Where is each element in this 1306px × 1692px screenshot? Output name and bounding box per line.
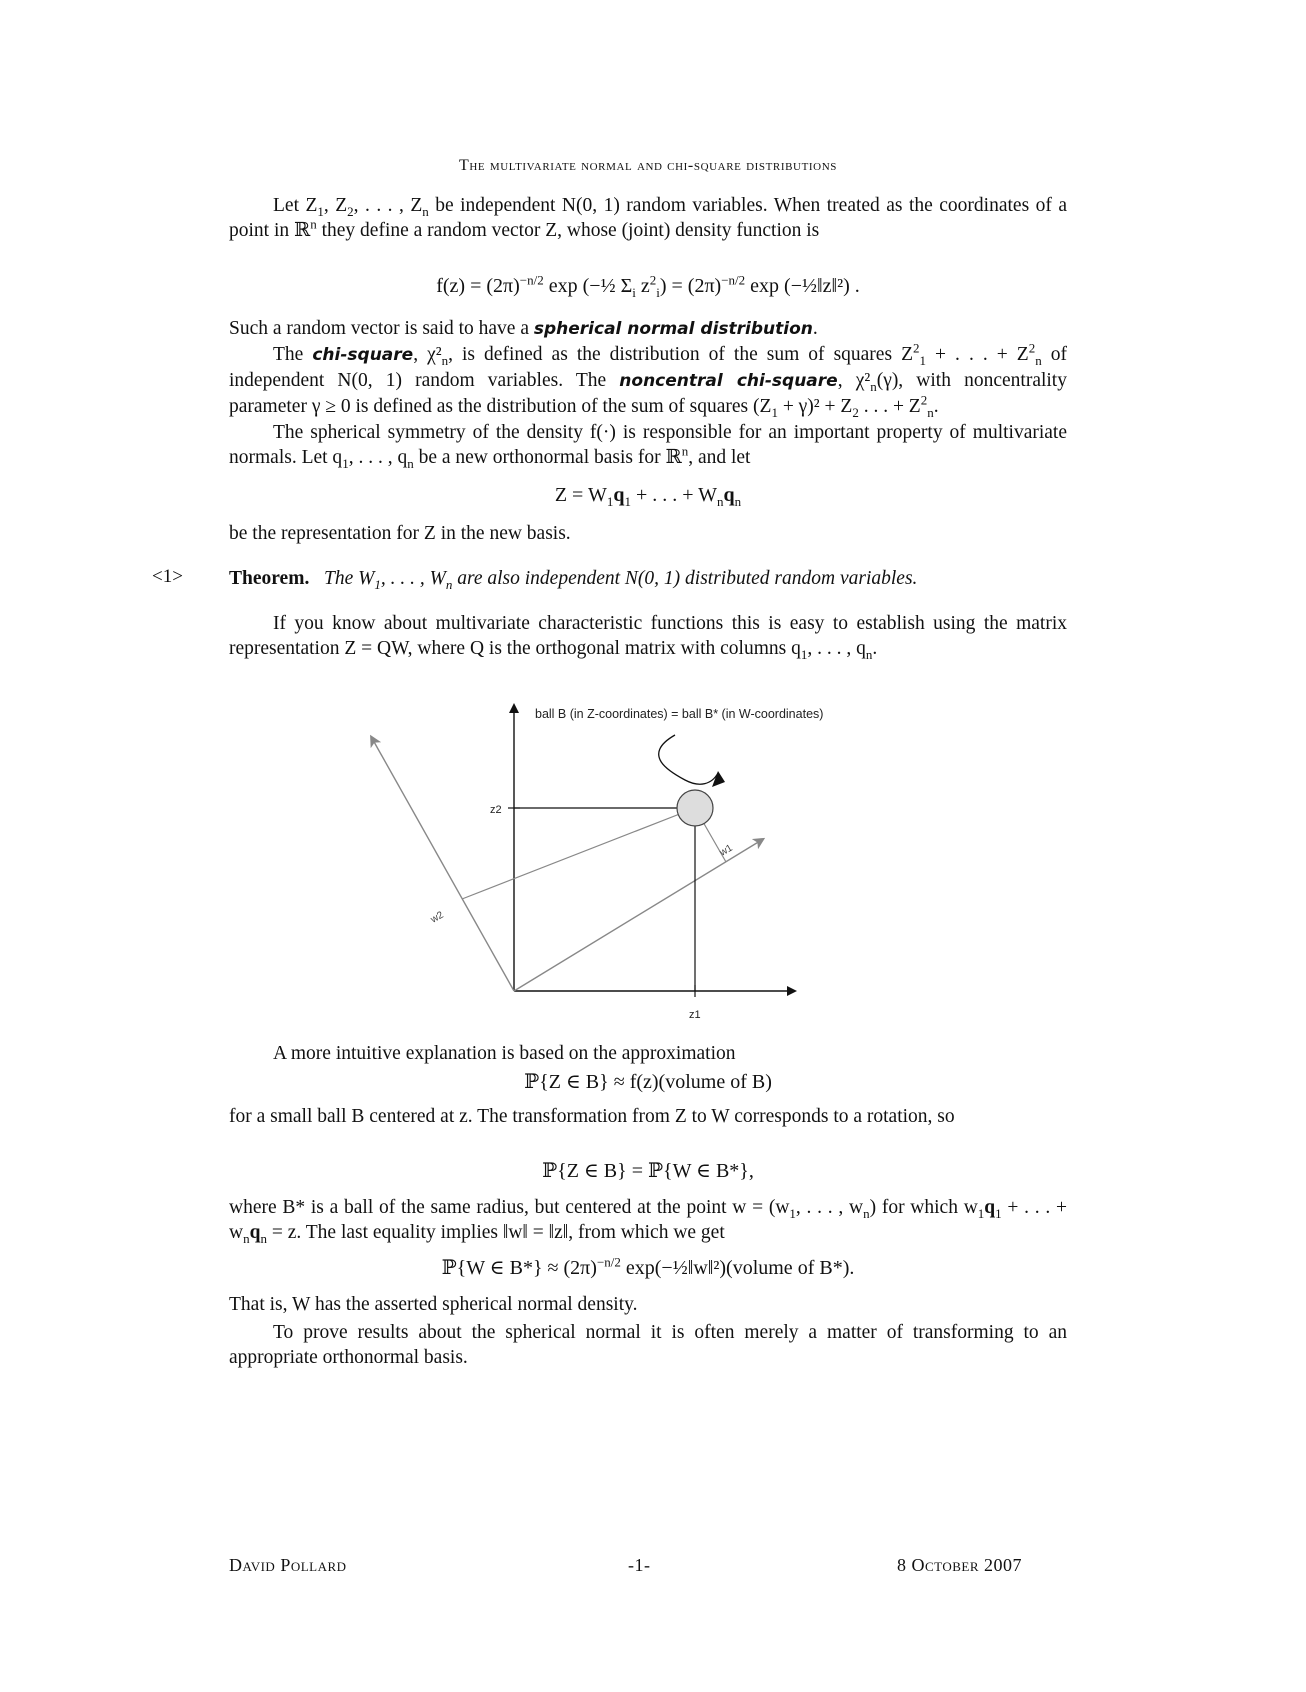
paragraph-characteristic: If you know about multivariate characteristic functions this is easy to establish using the matrix representation Z = QW, where Q is the orthogonal matrix with columns $q_1$, . . . , $q_n$. xyxy=(229,613,1067,662)
term-noncentral-chi-square: noncentral chi-square xyxy=(619,371,838,391)
paragraph-rotation: for a small ball B centered at z. The transformation from Z to W corresponds to a rotation, so xyxy=(229,1106,955,1127)
w2-label: w2 xyxy=(429,909,446,926)
w1-axis xyxy=(514,841,760,991)
paragraph-intro: Let $Z_1$, $Z_2$, . . . , $Z_n$ be independent N(0, 1) random variables. When treated as the coordinates of a point in ℝ$^n$ they define a random vector Z, whose (joint) density function is xyxy=(229,195,1067,241)
w2-axis xyxy=(373,740,514,991)
term-spherical-normal: spherical normal distribution xyxy=(533,319,813,339)
paragraph-transforming: To prove results about the spherical normal it is often merely a matter of transforming to an appropriate orthonormal basis. xyxy=(229,1322,1067,1368)
footer-author: David Pollard xyxy=(229,1555,347,1575)
paragraph-symmetry: The spherical symmetry of the density f(·) is responsible for an important property of multivariate normals. Let $q_1$, . . . , $q_n$ be a new orthonormal basis for ℝ$^n$, and let xyxy=(229,422,1067,471)
ball-pointer xyxy=(659,735,718,784)
paragraph-intuitive: A more intuitive explanation is based on the approximation xyxy=(273,1043,736,1064)
w1-label: w1 xyxy=(718,842,735,859)
ball xyxy=(677,790,713,826)
rotation-figure xyxy=(340,700,940,1030)
theorem-label: <1> xyxy=(152,566,183,587)
equation-w-density: ℙ{W ∈ $B*\} \approx (2\pi)^{-n/2}$ exp(−½‖w‖²)(volume of B*). xyxy=(441,1254,855,1279)
paragraph-conclusion: That is, W has the asserted spherical normal density. xyxy=(229,1294,638,1315)
theorem-title: Theorem. xyxy=(229,568,310,589)
w2-projection xyxy=(462,808,695,899)
equation-density: $f(z) = (2\pi)^{-n/2}$ exp (−½ $\Sigma_i$ $z^2_i) = (2\pi)^{-n/2}$ exp (−½‖z‖²) . xyxy=(436,272,860,300)
footer-date: 8 October 2007 xyxy=(897,1555,1023,1575)
equation-approximation: ℙ{Z ∈ B} ≈ f(z)(volume of B) xyxy=(524,1071,772,1093)
running-header: The multivariate normal and chi-square distributions xyxy=(459,157,837,174)
paragraph-spherical: Such a random vector is said to have a spherical normal distribution. xyxy=(229,318,818,339)
equation-basis: $Z = W_1q_1$ + . . . + $W_nq_n$ xyxy=(554,484,742,509)
z2-label: z2 xyxy=(490,804,502,816)
paragraph-representation: be the representation for Z in the new basis. xyxy=(229,523,571,544)
paragraph-ball: where B* is a ball of the same radius, but centered at the point $w = (w_1$, . . . , $w_n$) for which $w_1q_1$ + . . . + $w_nq_n = z$. The last equality implies ‖w‖ = ‖z‖, from which we get xyxy=(229,1197,1067,1246)
theorem: Theorem. The $W_1$, . . . , $W_n$ are also independent N(0, 1) distributed random variables. xyxy=(229,568,918,592)
term-chi-square: chi-square xyxy=(312,345,414,365)
equation-equality: ℙ{Z ∈ B} = ℙ{W ∈ B*}, xyxy=(542,1160,754,1182)
paragraph-chi-square: The chi-square, $\chi^2_n$, is defined as the distribution of the sum of squares $Z^2_1$ + . . . + $Z^2_n$ of independent N(0, 1) random variables. The noncentral chi-square, $\chi^2_n(\gamma)$, with noncentrality parameter γ ≥ 0 is defined as the distribution of the sum of squares $(Z_1 + \gamma)^2 + Z_2$ . . . + $Z^2_n$. xyxy=(229,340,1067,420)
z1-label: z1 xyxy=(689,1009,701,1021)
ball-label: ball B (in Z-coordinates) = ball B* (in W-coordinates) xyxy=(535,707,824,721)
footer-page-number: -1- xyxy=(628,1555,651,1575)
